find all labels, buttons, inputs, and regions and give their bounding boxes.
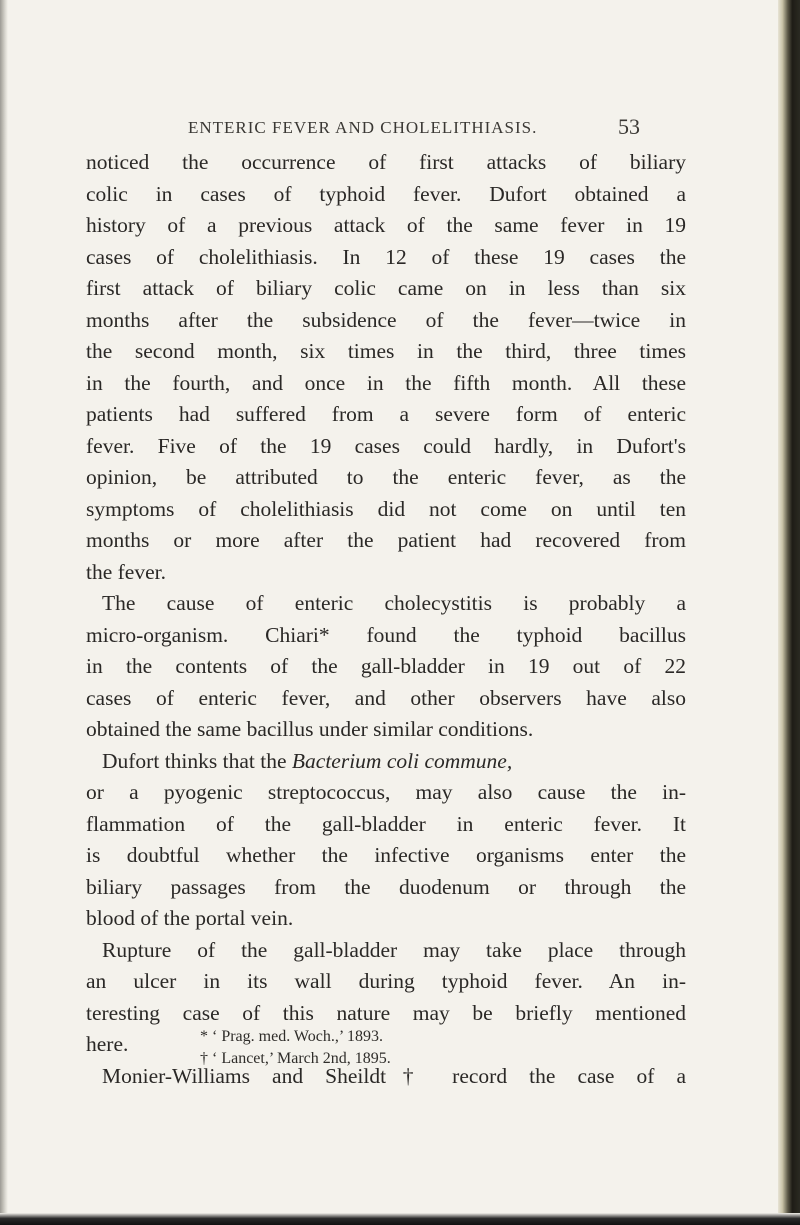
text-line: patients had suffered from a severe form of enteric [86, 402, 686, 426]
text-line: cases of enteric fever, and other observers have also [86, 685, 686, 710]
binding-left-edge [0, 0, 8, 1225]
text-line: first attack of biliary colic came on in less than six [86, 276, 686, 300]
text-line: or a pyogenic streptococcus, may also cause the in- [86, 780, 686, 804]
text-line: teresting case of this nature may be briefly mentioned [86, 1000, 686, 1025]
text-line: opinion, be attributed to the enteric fever, as the [86, 465, 686, 489]
text-line: cases of cholelithiasis. In 12 of these 19 cases the [86, 244, 686, 269]
text-line: Rupture of the gall-bladder may take place through [102, 937, 686, 962]
text-line: months or more after the patient had recovered from [86, 528, 686, 552]
text-line-with-italic [86, 746, 686, 778]
italic-term: Bacterium coli commune, [291, 748, 513, 773]
footnotes [86, 1026, 686, 1070]
body-text [86, 147, 686, 1092]
text-line: obtained the same bacillus under similar conditions. [86, 717, 534, 741]
text-line: symptoms of cholelithiasis did not come on until ten [86, 496, 686, 521]
text-segment: Dufort thinks that the [102, 748, 292, 773]
page-number: 53 [618, 114, 640, 139]
text-line: history of a previous attack of the same fever in 19 [86, 213, 686, 237]
text-line: fever. Five of the 19 cases could hardly, in Dufort's [86, 433, 686, 458]
text-line: Monier-Williams and Sheildt† record the case of a [102, 1063, 686, 1088]
text-line: blood of the portal vein. [86, 906, 294, 930]
footnote: † ‘ Lancet,’ March 2nd, 1895. [200, 1050, 391, 1067]
text-line: the fever. [86, 559, 166, 584]
text-line: months after the subsidence of the fever—twice in [86, 307, 686, 332]
footnote: * ‘ Prag. med. Woch.,’ 1893. [200, 1028, 383, 1045]
text-line: noticed the occurrence of first attacks of biliary [86, 150, 686, 174]
text-line: is doubtful whether the infective organisms enter the [86, 843, 686, 867]
text-line: colic in cases of typhoid fever. Dufort obtained a [86, 181, 686, 206]
page-header [0, 108, 800, 142]
text-line: micro-organism. Chiari* found the typhoid bacillus [86, 622, 686, 647]
text-line: an ulcer in its wall during typhoid fever. An in- [86, 969, 686, 993]
binding-right-edge [778, 0, 800, 1225]
bottom-edge [0, 1213, 800, 1225]
text-line: in the contents of the gall-bladder in 19 out of 22 [86, 654, 686, 678]
text-line: the second month, six times in the third, three times [86, 339, 686, 363]
text-line: here. [86, 1032, 129, 1056]
text-line: flammation of the gall-bladder in enteric fever. It [86, 811, 686, 836]
text-line: in the fourth, and once in the fifth month. All these [86, 370, 686, 395]
text-line: biliary passages from the duodenum or through the [86, 874, 686, 899]
running-head: ENTERIC FEVER AND CHOLELITHIASIS. [188, 118, 538, 137]
text-line: The cause of enteric cholecystitis is probably a [102, 591, 686, 615]
